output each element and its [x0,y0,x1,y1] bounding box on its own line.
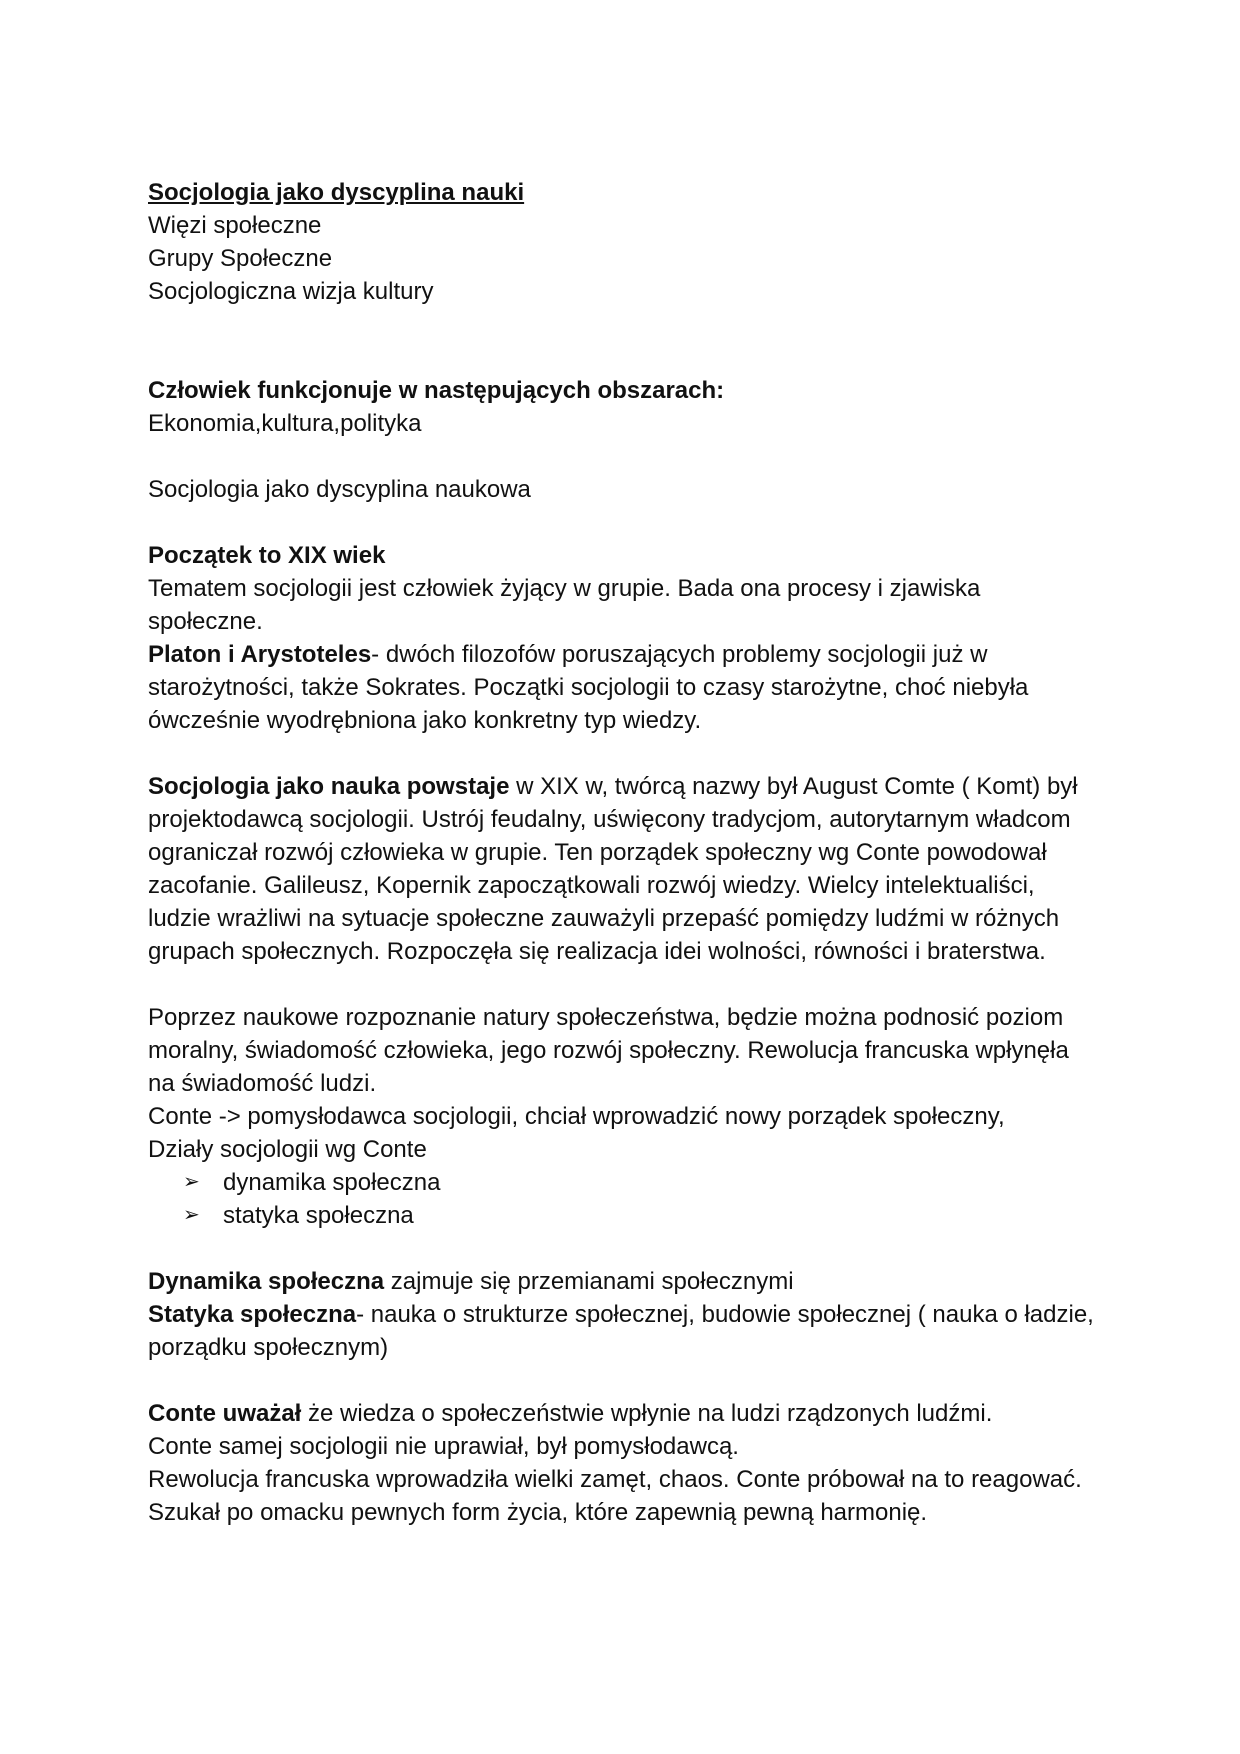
topic-item: Socjologiczna wizja kultury [148,278,434,305]
branches-heading: Działy socjologii wg Conte [148,1136,427,1163]
origin-paragraph: Tematem socjologii jest człowiek żyjący w grupie. Bada ona procesy i zjawiska społeczne. [148,575,981,635]
conte-practice-line: Conte samej socjologii nie uprawiał, był pomysłodawcą. [148,1433,739,1460]
list-item [183,1166,1098,1199]
topic-item: Grupy Społeczne [148,245,333,272]
dynamics-definition [148,1265,1098,1298]
conte-view-text: że wiedza o społeczeństwie wpłynie na ludzi rządzonych ludźmi. [301,1400,993,1427]
science-paragraph [148,770,1098,968]
philosophers-bold: Platon i Arystoteles [148,641,372,668]
conte-view-bold: Conte uważał [148,1400,302,1427]
statics-definition [148,1298,1098,1364]
arrow-bullet-icon: ➢ [183,1171,200,1193]
dynamics-bold: Dynamika społeczna [148,1268,385,1295]
science-bold: Socjologia jako nauka powstaje [148,773,510,800]
philosophers-paragraph [148,638,1098,737]
conte-founder-line: Conte -> pomysłodawca socjologii, chciał wprowadzić nowy porządek społeczny, [148,1103,1005,1130]
areas-heading: Człowiek funkcjonuje w następujących obszarach: [148,377,725,404]
origin-heading: Początek to XIX wiek [148,542,386,569]
conte-view-paragraph [148,1397,1098,1430]
list-item [183,1199,1098,1232]
topic-item: Więzi społeczne [148,212,322,239]
branches-list [148,1166,1098,1232]
document-title: Socjologia jako dyscyplina nauki [148,179,525,206]
science-text: w XIX w, twórcą nazwy był August Comte ( Komt) był projektodawcą socjologii. Ustrój feudalny, uświęcony tradycjom, autorytarnym władcom ograniczał rozwój człowieka w grupie. Ten porządek społeczny wg Conte powodował zacofanie. Galileusz, Kopernik zapoczątkowali rozwój wiedzy. Wielcy intelektualiści, ludzie wrażliwi na sytuacje społeczne zauważyli przepaść pomiędzy ludźmi w różnych grupach społecznych. Rozpoczęła się realizacja idei wolności, równości i braterstwa. [148,773,1078,965]
statics-text: - nauka o strukturze społecznej, budowie społecznej ( nauka o ładzie, porządku społecznym) [148,1301,1094,1361]
document-page [148,176,1098,1529]
knowledge-paragraph: Poprzez naukowe rozpoznanie natury społeczeństwa, będzie można podnosić poziom moralny, świadomość człowieka, jego rozwój społeczny. Rewolucja francuska wpłynęła na świadomość ludzi. [148,1004,1069,1097]
philosophers-text: - dwóch filozofów poruszających problemy socjologii już w starożytności, także Sokrates. Początki socjologii to czasy starożytne, choć niebyła ówcześnie wyodrębniona jako konkretny typ wiedzy. [148,641,1029,734]
revolution-paragraph: Rewolucja francuska wprowadziła wielki zamęt, chaos. Conte próbował na to reagować. Szukał po omacku pewnych form życia, które zapewnią pewną harmonię. [148,1466,1082,1526]
arrow-bullet-icon: ➢ [183,1204,200,1226]
statics-bold: Statyka społeczna [148,1301,357,1328]
list-item-label: statyka społeczna [223,1202,414,1229]
areas-text: Ekonomia,kultura,polityka [148,410,422,437]
dynamics-text: zajmuje się przemianami społecznymi [384,1268,794,1295]
list-item-label: dynamika społeczna [223,1169,441,1196]
discipline-line: Socjologia jako dyscyplina naukowa [148,476,531,503]
